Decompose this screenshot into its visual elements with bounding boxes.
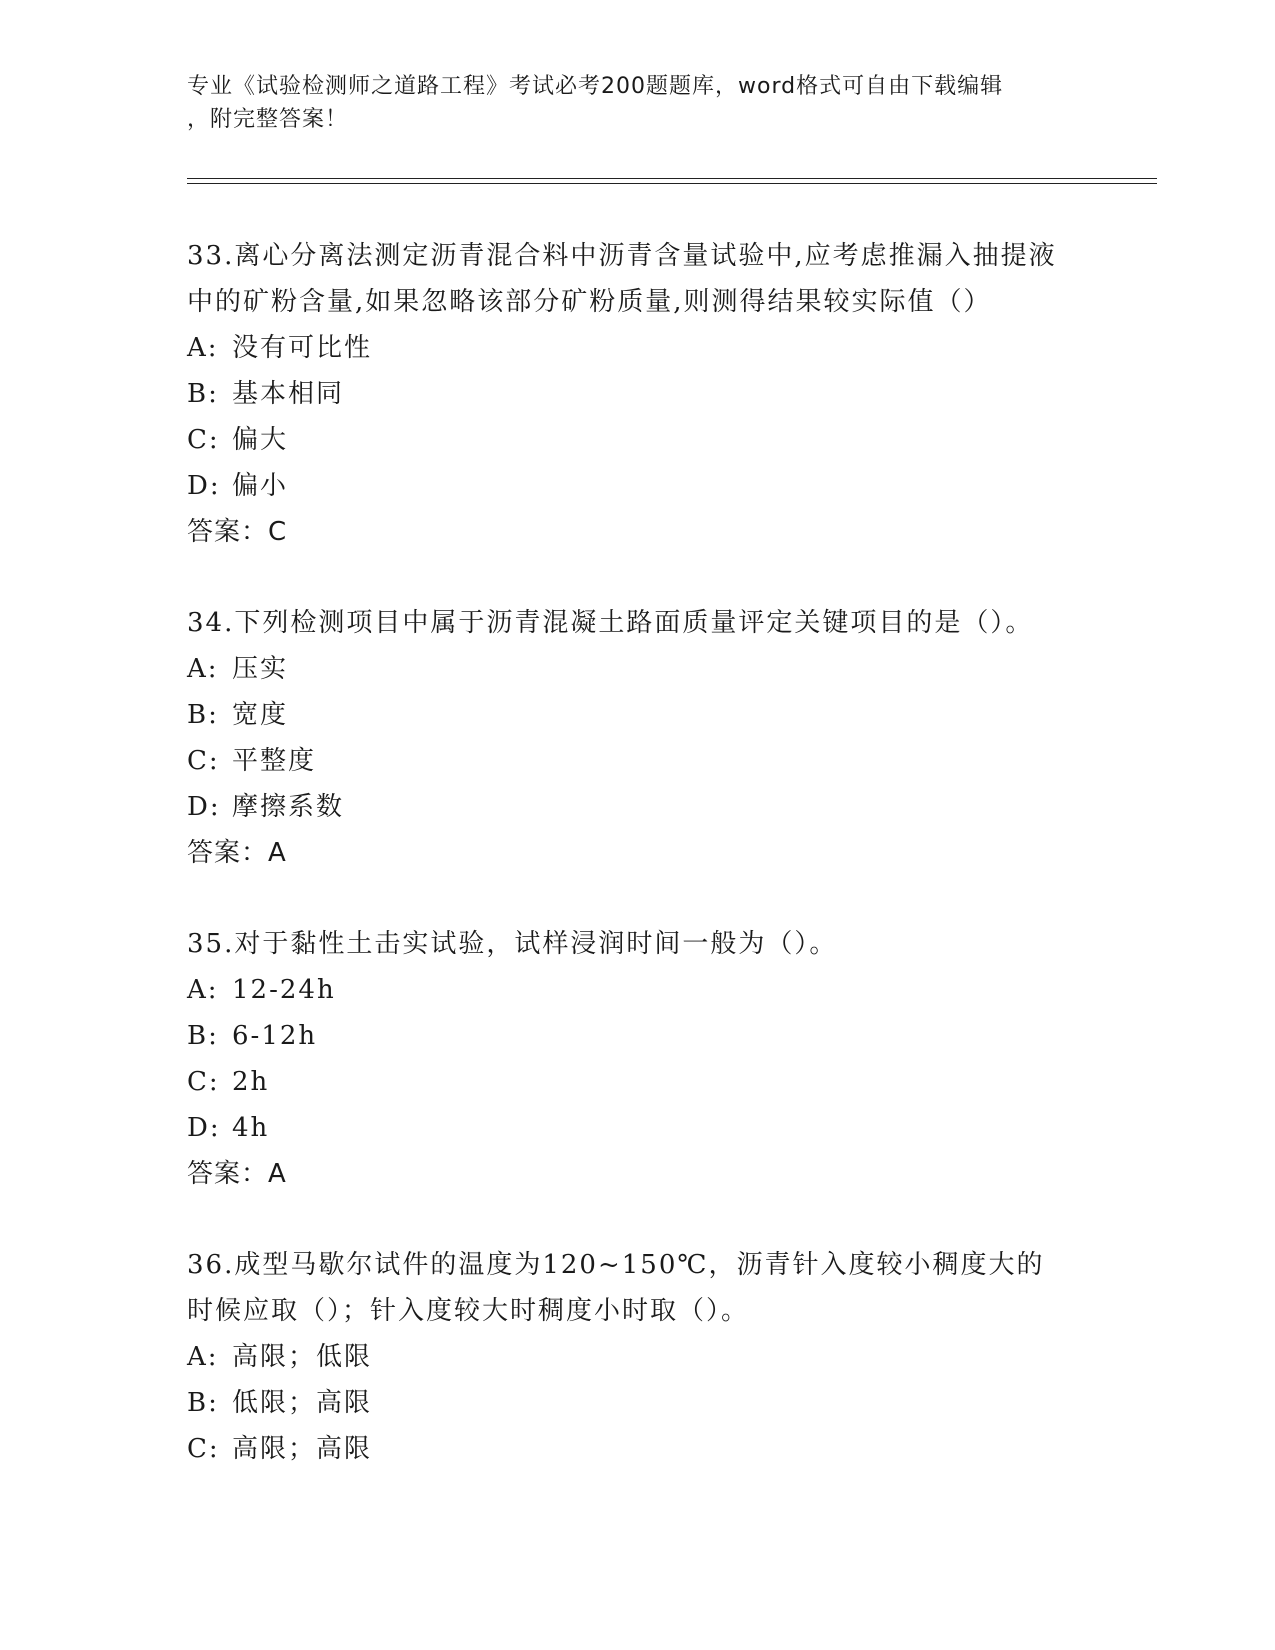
option-a — [187, 325, 1067, 371]
question-stem: 35.对于黏性土击实试验，试样浸润时间一般为（）。 — [187, 929, 838, 959]
option-c — [187, 1059, 1067, 1105]
document-header — [187, 70, 1067, 136]
option-d — [187, 784, 1067, 830]
option-text: 4h — [232, 1113, 270, 1143]
option-text: 没有可比性 — [232, 333, 373, 363]
question-stem: 34.下列检测项目中属于沥青混凝土路面质量评定关键项目的是（）。 — [187, 608, 1034, 638]
header-line-2: ，附完整答案！ — [187, 107, 349, 132]
option-text: 宽度 — [232, 700, 289, 730]
option-c — [187, 738, 1067, 784]
option-text: 摩擦系数 — [232, 792, 345, 822]
option-letter: C: — [187, 425, 220, 455]
option-text: 2h — [232, 1067, 270, 1097]
option-letter: A: — [187, 654, 219, 684]
option-letter: C: — [187, 746, 220, 776]
header-line-1: 专业《试验检测师之道路工程》考试必考200题题库，word格式可自由下载编辑 — [187, 74, 1004, 99]
header-divider-bottom — [187, 183, 1157, 184]
option-letter: C: — [187, 1434, 220, 1464]
option-text: 低限；高限 — [232, 1388, 373, 1418]
option-text: 高限；高限 — [232, 1434, 373, 1464]
question-33 — [187, 233, 1067, 555]
option-letter: A: — [187, 1342, 219, 1372]
question-list — [187, 233, 1067, 1517]
option-b — [187, 692, 1067, 738]
header-divider-top — [187, 178, 1157, 179]
option-text: 6-12h — [232, 1021, 318, 1051]
answer-line: 答案：A — [187, 1159, 287, 1189]
question-stem: 33.离心分离法测定沥青混合料中沥青含量试验中,应考虑推漏入抽提液中的矿粉含量,如果忽略该部分矿粉质量,则测得结果较实际值（） — [187, 241, 1057, 317]
question-36 — [187, 1242, 1067, 1472]
option-text: 偏小 — [232, 471, 289, 501]
option-text: 平整度 — [232, 746, 317, 776]
option-text: 基本相同 — [232, 379, 345, 409]
answer-line: 答案：A — [187, 838, 287, 868]
option-letter: D: — [187, 1113, 221, 1143]
option-a — [187, 646, 1067, 692]
option-letter: A: — [187, 333, 219, 363]
option-text: 压实 — [232, 654, 289, 684]
option-letter: B: — [187, 700, 219, 730]
question-stem: 36.成型马歇尔试件的温度为120~150℃，沥青针入度较小稠度大的时候应取（）；针入度较大时稠度小时取（）。 — [187, 1250, 1045, 1326]
option-d — [187, 463, 1067, 509]
option-text: 偏大 — [232, 425, 289, 455]
question-34 — [187, 600, 1067, 876]
option-b — [187, 1380, 1067, 1426]
option-d — [187, 1105, 1067, 1151]
option-letter: B: — [187, 1388, 219, 1418]
option-letter: B: — [187, 379, 219, 409]
option-b — [187, 1013, 1067, 1059]
option-b — [187, 371, 1067, 417]
option-letter: D: — [187, 471, 221, 501]
question-35 — [187, 921, 1067, 1197]
option-c — [187, 1426, 1067, 1472]
option-a — [187, 1334, 1067, 1380]
option-text: 高限；低限 — [232, 1342, 373, 1372]
option-letter: D: — [187, 792, 221, 822]
option-text: 12-24h — [232, 975, 336, 1005]
option-letter: A: — [187, 975, 219, 1005]
answer-line: 答案：C — [187, 517, 288, 547]
option-letter: C: — [187, 1067, 220, 1097]
option-a — [187, 967, 1067, 1013]
option-letter: B: — [187, 1021, 219, 1051]
option-c — [187, 417, 1067, 463]
